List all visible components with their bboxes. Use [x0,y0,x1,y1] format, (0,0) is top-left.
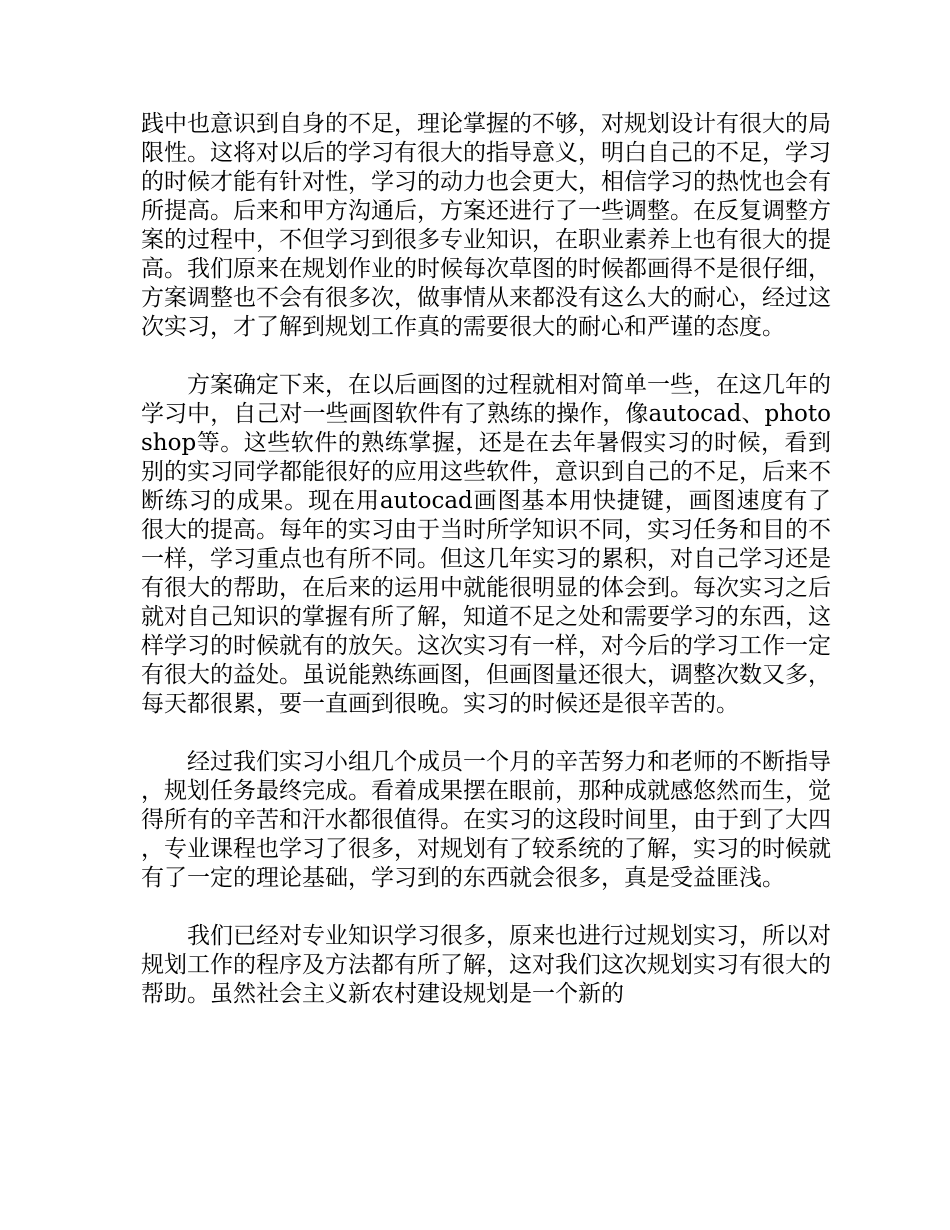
paragraph-4: 我们已经对专业知识学习很多，原来也进行过规划实习，所以对规划工作的程序及方法都有所了解，这对我们这次规划实习有很大的帮助。虽然社会主义新农村建设规划是一个新的 [141,923,831,1007]
paragraph-2: 方案确定下来，在以后画图的过程就相对简单一些，在这几年的学习中，自己对一些画图软件有了熟练的操作，像autocad、photoshop等。这些软件的熟练掌握，还是在去年暑假实习的时候，看到别的实习同学都能很好的应用这些软件，意识到自己的不足，后来不断练习的成果。现在用autocad画图基本用快捷键，画图速度有了很大的提高。每年的实习由于当时所学知识不同，实习任务和目的不一样，学习重点也有所不同。但这几年实习的累积，对自己学习还是有很大的帮助，在后来的运用中就能很明显的体会到。每次实习之后就对自己知识的掌握有所了解，知道不足之处和需要学习的东西，这样学习的时候就有的放矢。这次实习有一样，对今后的学习工作一定有很大的益处。虽说能熟练画图，但画图量还很大，调整次数又多，每天都很累，要一直画到很晚。实习的时候还是很辛苦的。 [141,372,831,717]
paragraph-3: 经过我们实习小组几个成员一个月的辛苦努力和老师的不断指导，规划任务最终完成。看着成果摆在眼前，那种成就感悠然而生，觉得所有的辛苦和汗水都很值得。在实习的这段时间里，由于到了大四，专业课程也学习了很多，对规划有了较系统的了解，实习的时候就有了一定的理论基础，学习到的东西就会很多，真是受益匪浅。 [141,749,831,891]
paragraph-1: 践中也意识到自身的不足，理论掌握的不够，对规划设计有很大的局限性。这将对以后的学习有很大的指导意义，明白自己的不足，学习的时候才能有针对性，学习的动力也会更大，相信学习的热忱也会有所提高。后来和甲方沟通后，方案还进行了一些调整。在反复调整方案的过程中，不但学习到很多专业知识，在职业素养上也有很大的提高。我们原来在规划作业的时候每次草图的时候都画得不是很仔细，方案调整也不会有很多次，做事情从来都没有这么大的耐心，经过这次实习，才了解到规划工作真的需要很大的耐心和严谨的态度。 [141,111,831,340]
document-page [141,110,831,1009]
